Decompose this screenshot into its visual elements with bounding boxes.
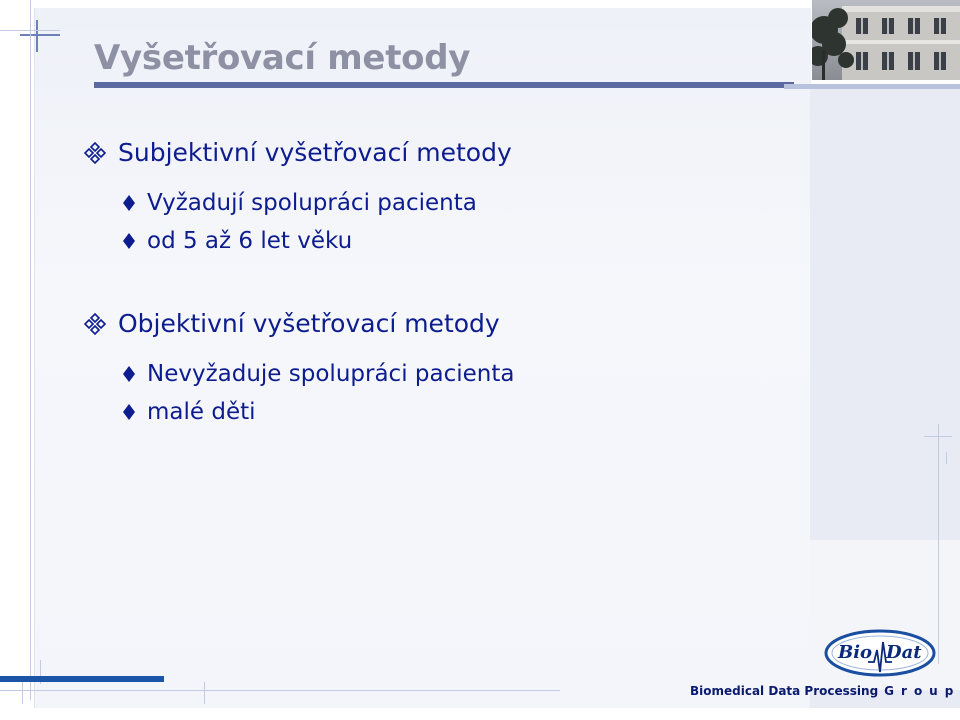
title-underline bbox=[94, 82, 794, 88]
bullet-text: Nevyžaduje spolupráci pacienta bbox=[147, 361, 515, 387]
crosshair-line bbox=[20, 34, 60, 36]
four-diamond-icon bbox=[84, 142, 106, 164]
bullet-level1 bbox=[84, 309, 500, 338]
footer-org-prefix: Biomedical Data Processing bbox=[690, 684, 879, 698]
diamond-icon bbox=[122, 403, 136, 421]
guide-line bbox=[30, 0, 31, 700]
bullet-level2 bbox=[122, 399, 256, 425]
slide-title: Vyšetřovací metody bbox=[94, 38, 471, 78]
diamond-icon bbox=[122, 232, 136, 250]
logo-text-dat: Dat bbox=[886, 642, 922, 663]
diamond-icon bbox=[122, 194, 136, 212]
bullet-text: Vyžadují spolupráci pacienta bbox=[147, 190, 477, 216]
guide-line bbox=[204, 682, 205, 704]
bullet-level1 bbox=[84, 138, 512, 167]
biodat-logo bbox=[824, 628, 936, 678]
logo-text-bio: Bio bbox=[838, 642, 873, 663]
crosshair-line bbox=[36, 20, 38, 52]
footer-organization bbox=[690, 684, 960, 698]
guide-line bbox=[938, 424, 939, 664]
bullet-text: od 5 až 6 let věku bbox=[147, 228, 353, 254]
background-panel bbox=[34, 8, 811, 708]
bullet-text: Objektivní vyšetřovací metody bbox=[118, 309, 500, 338]
footer-org-suffix: Group bbox=[884, 684, 960, 698]
guide-line bbox=[0, 690, 560, 691]
four-diamond-icon bbox=[84, 313, 106, 335]
bullet-level2 bbox=[122, 190, 477, 216]
bullet-text: malé děti bbox=[147, 399, 256, 425]
guide-line bbox=[946, 452, 947, 464]
building-facade-photo-icon bbox=[812, 0, 960, 80]
bullet-level2 bbox=[122, 361, 514, 387]
bullet-level2 bbox=[122, 228, 352, 254]
title-underline-right bbox=[784, 84, 960, 89]
building-photo bbox=[812, 0, 960, 80]
guide-line bbox=[22, 680, 23, 704]
bullet-text: Subjektivní vyšetřovací metody bbox=[118, 138, 512, 167]
diamond-icon bbox=[122, 365, 136, 383]
bottom-accent-bar bbox=[0, 676, 164, 682]
